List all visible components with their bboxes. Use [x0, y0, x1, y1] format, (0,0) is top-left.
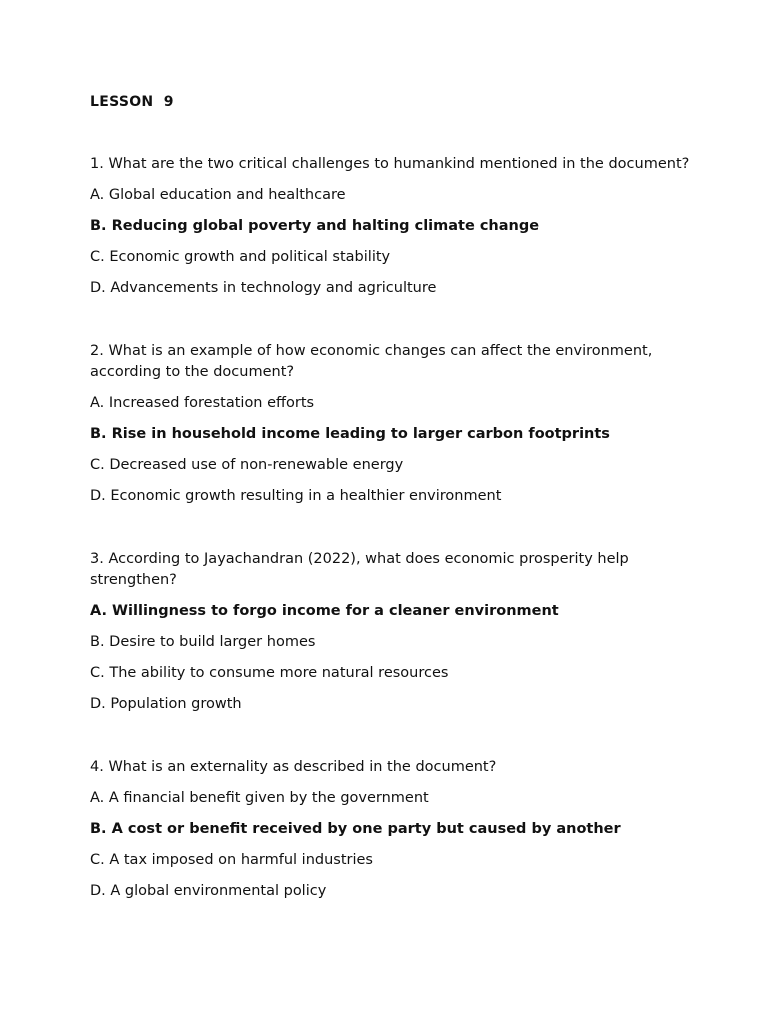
lesson-title: LESSON 9: [90, 94, 174, 110]
answer-option-a-correct: A. Willingness to forgo income for a cleaner environment: [90, 603, 559, 619]
question-text: 1. What are the two critical challenges to humankind mentioned in the document?: [90, 156, 690, 172]
answer-option-b-correct: B. Reducing global poverty and halting climate change: [90, 218, 540, 234]
answer-option-d: D. Advancements in technology and agriculture: [90, 280, 437, 296]
answer-option-c: C. Decreased use of non-renewable energy: [90, 457, 404, 473]
answer-option-b-correct: B. Rise in household income leading to larger carbon footprints: [90, 426, 610, 442]
question-4: [90, 757, 690, 902]
answer-option-a: A. Increased forestation efforts: [90, 395, 315, 411]
question-2: [90, 341, 690, 507]
answer-option-b-correct: B. A cost or benefit received by one party but caused by another: [90, 821, 621, 837]
document-page: [90, 92, 690, 944]
question-text: 4. What is an externality as described in the document?: [90, 759, 497, 775]
answer-option-c: C. Economic growth and political stability: [90, 249, 391, 265]
question-text: 3. According to Jayachandran (2022), what does economic prosperity help strengthen?: [90, 551, 629, 588]
answer-option-d: D. Population growth: [90, 696, 242, 712]
answer-option-a: A. A financial benefit given by the government: [90, 790, 429, 806]
answer-option-b: B. Desire to build larger homes: [90, 634, 316, 650]
answer-option-d: D. Economic growth resulting in a healthier environment: [90, 488, 502, 504]
question-3: [90, 549, 690, 715]
answer-option-d: D. A global environmental policy: [90, 883, 327, 899]
answer-option-c: C. The ability to consume more natural resources: [90, 665, 449, 681]
answer-option-c: C. A tax imposed on harmful industries: [90, 852, 373, 868]
question-text: 2. What is an example of how economic changes can affect the environment, according to the document?: [90, 343, 653, 380]
question-1: [90, 154, 690, 299]
answer-option-a: A. Global education and healthcare: [90, 187, 346, 203]
